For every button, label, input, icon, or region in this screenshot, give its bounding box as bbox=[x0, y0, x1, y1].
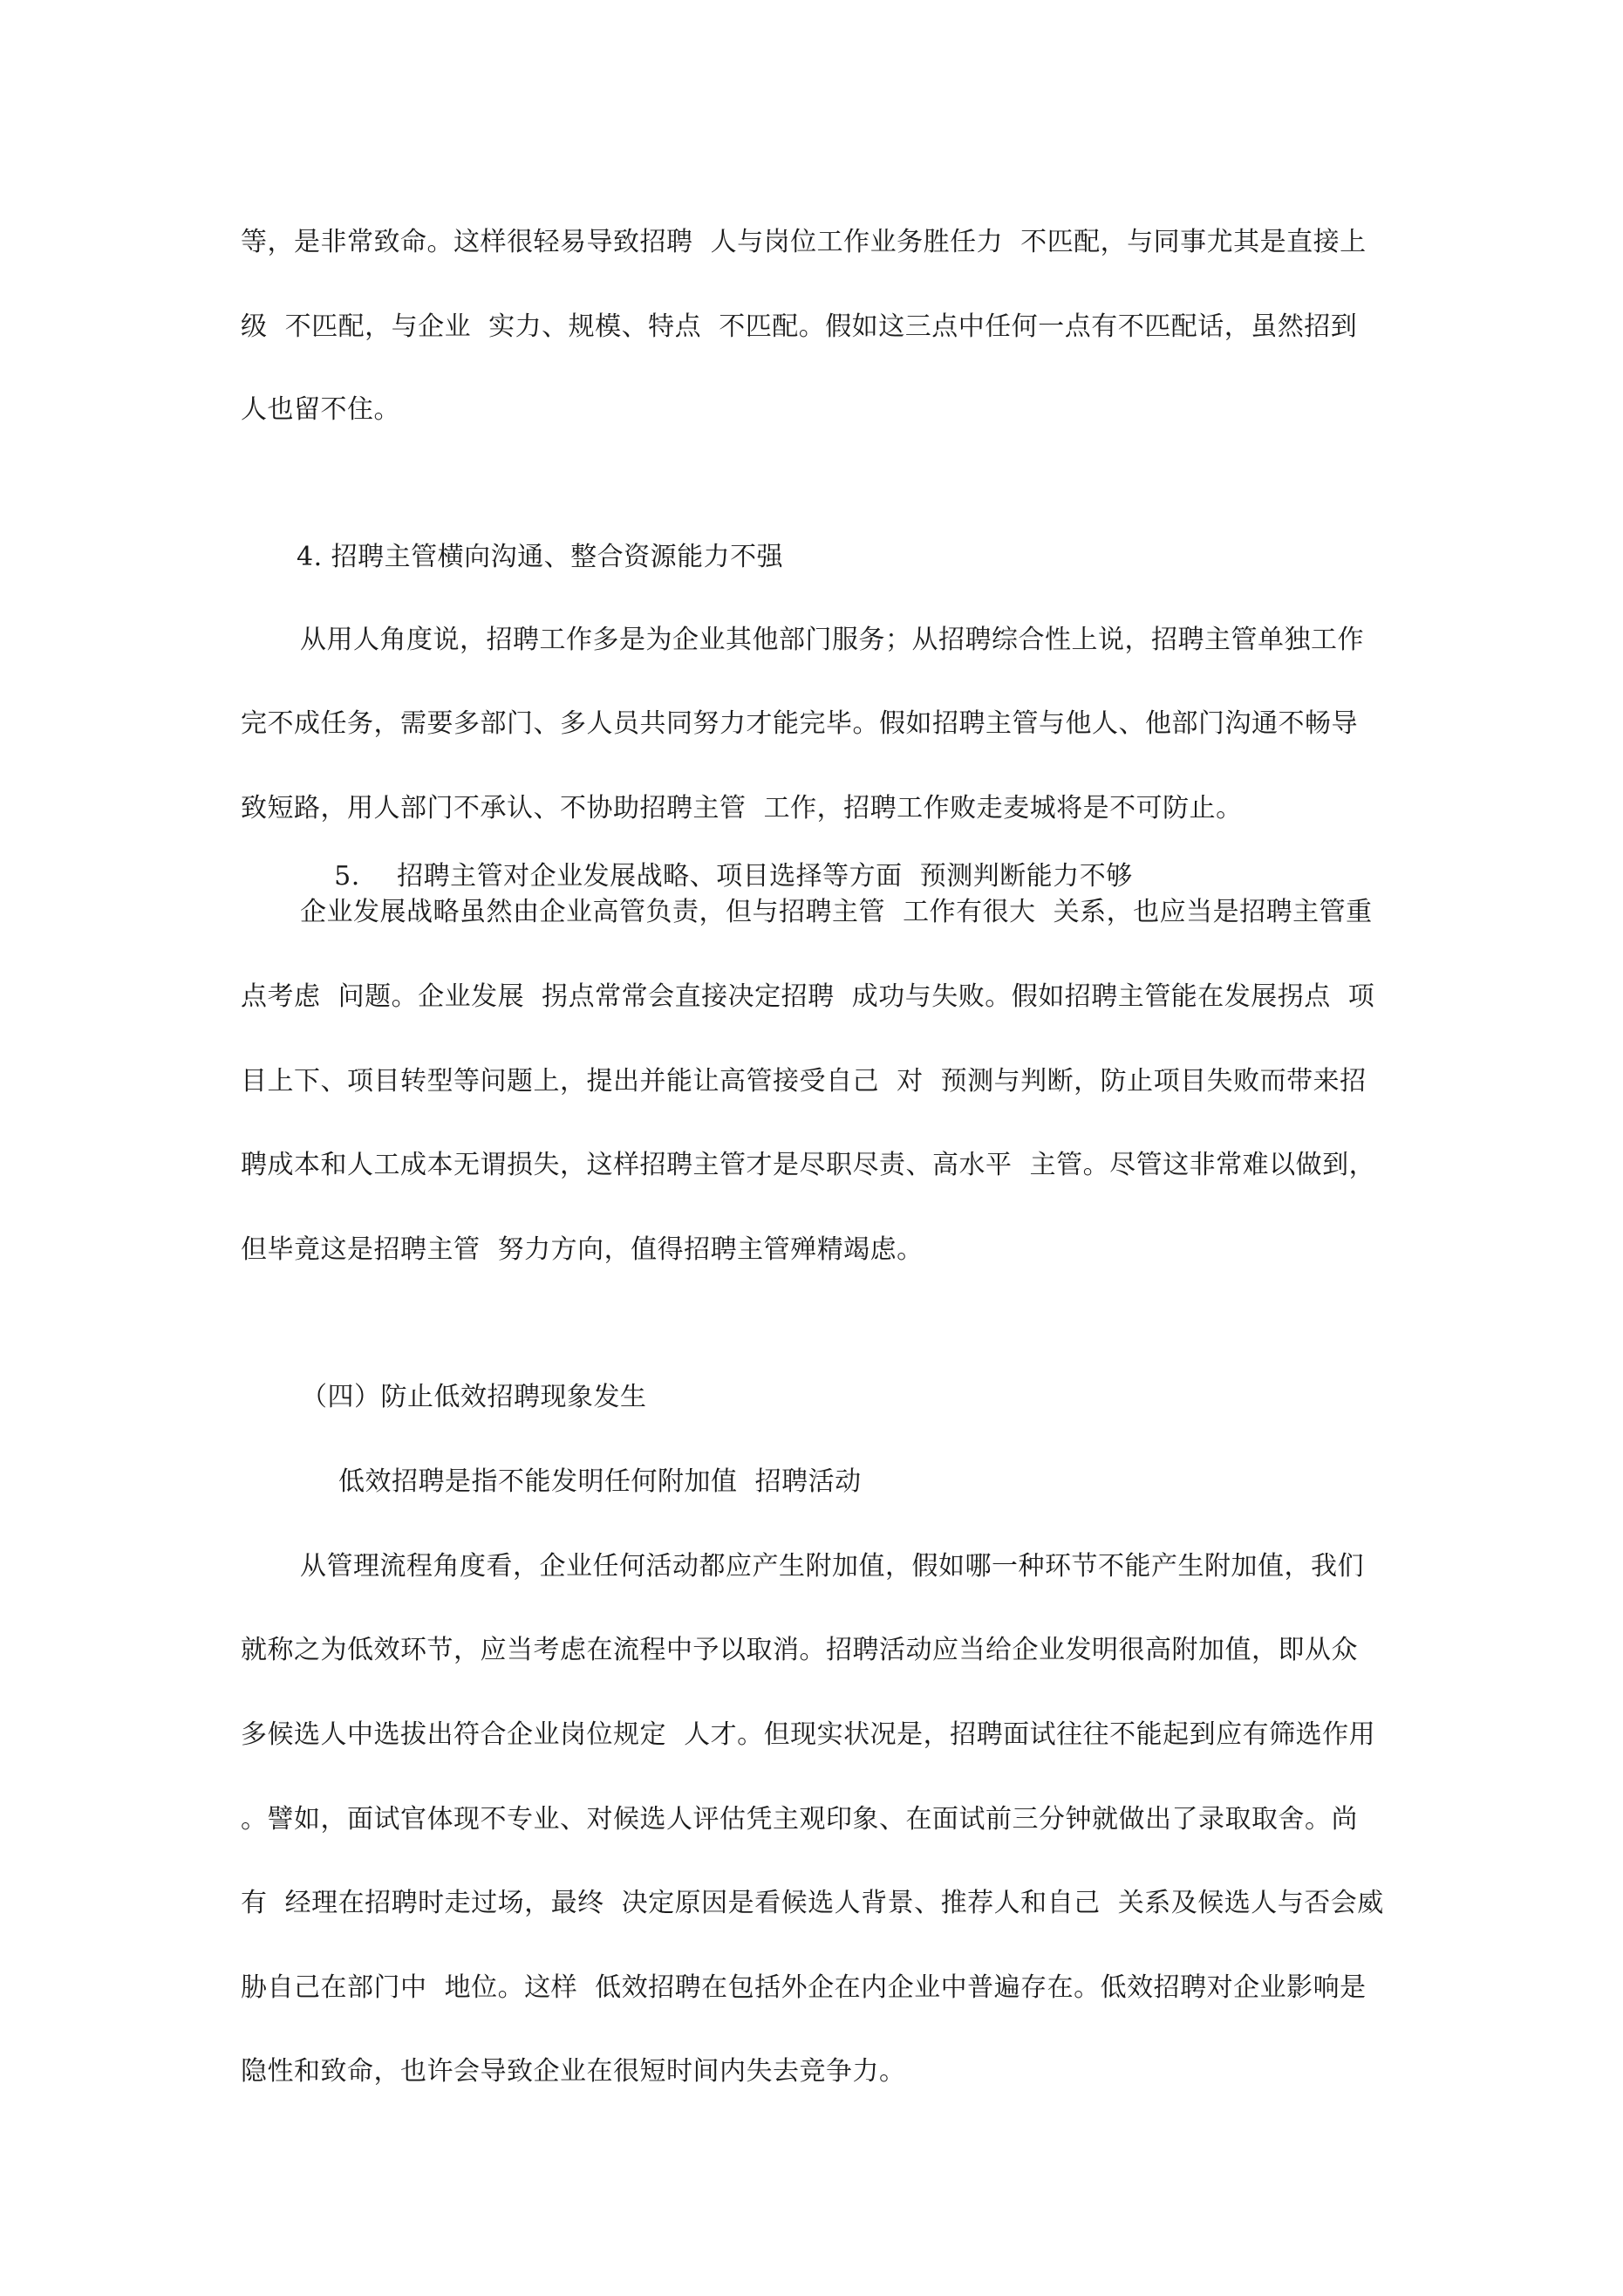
paragraph-3-line-5: 但毕竟这是招聘主管 努力方向，值得招聘主管殚精竭虑。 bbox=[241, 1234, 924, 1265]
paragraph-4-line-7: 隐性和致命，也许会导致企业在很短时间内失去竞争力。 bbox=[241, 2056, 906, 2087]
paragraph-4-line-6: 胁自己在部门中 地位。这样 低效招聘在包括外企在内企业中普遍存在。低效招聘对企业影响是 bbox=[241, 1972, 1367, 2003]
paragraph-3-line-4: 聘成本和人工成本无谓损失，这样招聘主管才是尽职尽责、高水平 主管。尽管这非常难以做到， bbox=[241, 1150, 1376, 1180]
paragraph-3-line-1: 企业发展战略虽然由企业高管负责，但与招聘主管 工作有很大 关系，也应当是招聘主管重 bbox=[300, 897, 1373, 927]
heading-item-4: 4. 招聘主管横向沟通、整合资源能力不强 bbox=[297, 542, 784, 572]
paragraph-4-line-1: 从管理流程角度看，企业任何活动都应产生附加值，假如哪一种环节不能产生附加值，我们 bbox=[300, 1551, 1364, 1582]
definition-line: 低效招聘是指不能发明任何附加值 招聘活动 bbox=[338, 1466, 862, 1497]
section-heading-4: （四）防止低效招聘现象发生 bbox=[301, 1382, 647, 1412]
heading-item-5-text: 招聘主管对企业发展战略、项目选择等方面 预测判断能力不够 bbox=[397, 861, 1133, 892]
paragraph-4-line-5: 有 经理在招聘时走过场，最终 决定原因是看候选人背景、推荐人和自己 关系及候选人与否会威 bbox=[241, 1888, 1384, 1918]
heading-item-5-number: 5. bbox=[334, 861, 360, 892]
paragraph-1-line-2: 级 不匹配，与企业 实力、规模、特点 不匹配。假如这三点中任何一点有不匹配话，虽然招到 bbox=[241, 311, 1358, 342]
paragraph-1-line-3: 人也留不住。 bbox=[241, 394, 400, 425]
paragraph-4-line-3: 多候选人中选拔出符合企业岗位规定 人才。但现实状况是，招聘面试往往不能起到应有筛选作用 bbox=[241, 1719, 1376, 1750]
paragraph-1-line-1: 等，是非常致命。这样很轻易导致招聘 人与岗位工作业务胜任力 不匹配，与同事尤其是直接上 bbox=[241, 227, 1367, 257]
paragraph-4-line-2: 就称之为低效环节，应当考虑在流程中予以取消。招聘活动应当给企业发明很高附加值，即从众 bbox=[241, 1635, 1358, 1665]
paragraph-3-line-3: 目上下、项目转型等问题上，提出并能让高管接受自己 对 预测与判断，防止项目失败而带来招 bbox=[241, 1066, 1367, 1097]
paragraph-2-line-2: 完不成任务，需要多部门、多人员共同努力才能完毕。假如招聘主管与他人、他部门沟通不畅导 bbox=[241, 708, 1358, 739]
paragraph-2-line-1: 从用人角度说，招聘工作多是为企业其他部门服务；从招聘综合性上说，招聘主管单独工作 bbox=[300, 625, 1364, 655]
paragraph-2-line-3: 致短路，用人部门不承认、不协助招聘主管 工作，招聘工作败走麦城将是不可防止。 bbox=[241, 793, 1243, 823]
paragraph-3-line-2: 点考虑 问题。企业发展 拐点常常会直接决定招聘 成功与失败。假如招聘主管能在发展拐点 项 bbox=[241, 981, 1375, 1012]
paragraph-4-line-4: 。譬如，面试官体现不专业、对候选人评估凭主观印象、在面试前三分钟就做出了录取取舍。尚 bbox=[241, 1804, 1358, 1835]
